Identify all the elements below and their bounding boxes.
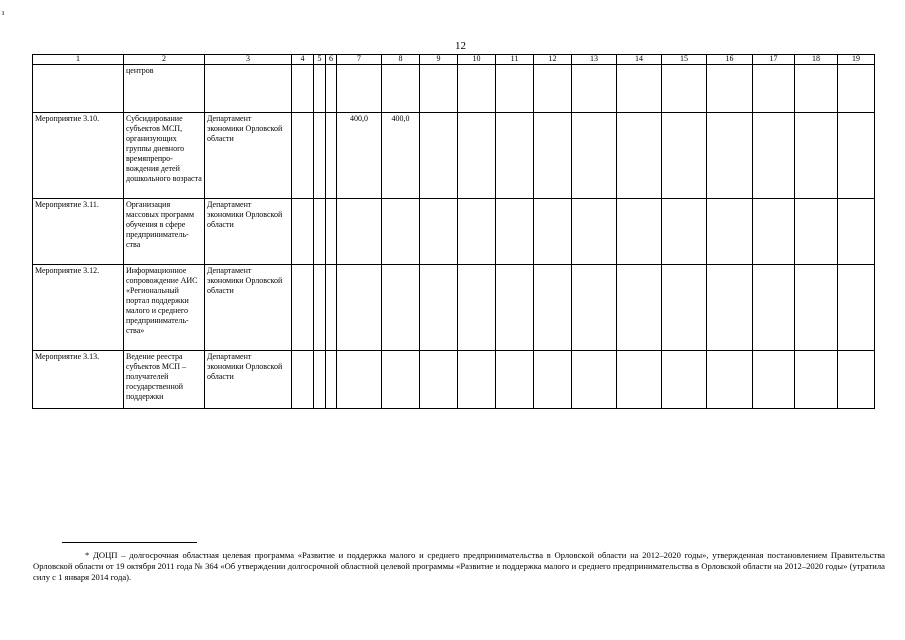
value-col7 [337,199,382,265]
column-number-row [33,55,875,65]
executor: Департамент экономики Орловской области [205,265,292,351]
footnote-divider [62,542,197,543]
table-row [33,351,875,409]
column-header: 14 [617,55,662,65]
column-header: 15 [662,55,707,65]
executor: Департамент экономики Орловской области [205,113,292,199]
table-row [33,113,875,199]
column-header: 3 [205,55,292,65]
column-header: 5 [314,55,326,65]
value-col8 [382,199,420,265]
activity-code: Мероприятие 3.13. [33,351,124,409]
value-col7 [337,265,382,351]
value-col7: 400,0 [337,113,382,199]
value-col7 [337,351,382,409]
activity-code: Мероприятие 3.12. [33,265,124,351]
column-header: 19 [838,55,875,65]
table-row [33,265,875,351]
column-header: 4 [292,55,314,65]
activity-code [33,65,124,113]
column-header: 8 [382,55,420,65]
activities-table [32,54,875,409]
value-col7 [337,65,382,113]
executor: Департамент экономики Орловской области [205,199,292,265]
column-header: 1 [33,55,124,65]
column-header: 7 [337,55,382,65]
column-header: 2 [124,55,205,65]
value-col8 [382,65,420,113]
column-header: 10 [458,55,496,65]
activity-title: Организация массовых программ обучения в сфере предприниматель-ства [124,199,205,265]
column-header: 17 [753,55,795,65]
activity-title: Субсидирование субъектов МСП, организующих группы дневного времяпрепро-вождения детей дошкольного возраста [124,113,205,199]
column-header: 9 [420,55,458,65]
column-header: 11 [496,55,534,65]
activity-title: Информационное сопровождение АИС «Региональный портал поддержки малого и среднего предприниматель-ства» [124,265,205,351]
table-row [33,65,875,113]
value-col8 [382,265,420,351]
executor [205,65,292,113]
activity-code: Мероприятие 3.11. [33,199,124,265]
column-header: 18 [795,55,838,65]
activity-code: Мероприятие 3.10. [33,113,124,199]
column-header: 13 [572,55,617,65]
column-header: 6 [326,55,337,65]
column-header: 12 [534,55,572,65]
value-col8 [382,351,420,409]
activity-title: центров [124,65,205,113]
column-header: 16 [707,55,753,65]
activity-title: Ведение реестра субъектов МСП – получателей государственной поддержки [124,351,205,409]
executor: Департамент экономики Орловской области [205,351,292,409]
value-col8: 400,0 [382,113,420,199]
corner-mark: ı [2,8,5,17]
table-row [33,199,875,265]
footnote [33,550,885,583]
footnote-text: * ДОЦП – долгосрочная областная целевая программа «Развитие и поддержка малого и среднего предпринимательства в Орловской области на 2012–2020 годы», утвержденная постановлением Правительства Орловской области от 19 октября 2011 года № 364 «Об утверждении долгосрочной областной целевой программы «Развитие и поддержка малого и среднего предпринимательства в Орловской области на 2012–2020 годы» (утратила силу с 1 января 2014 года). [33,550,885,582]
page-number: 12 [455,40,466,52]
